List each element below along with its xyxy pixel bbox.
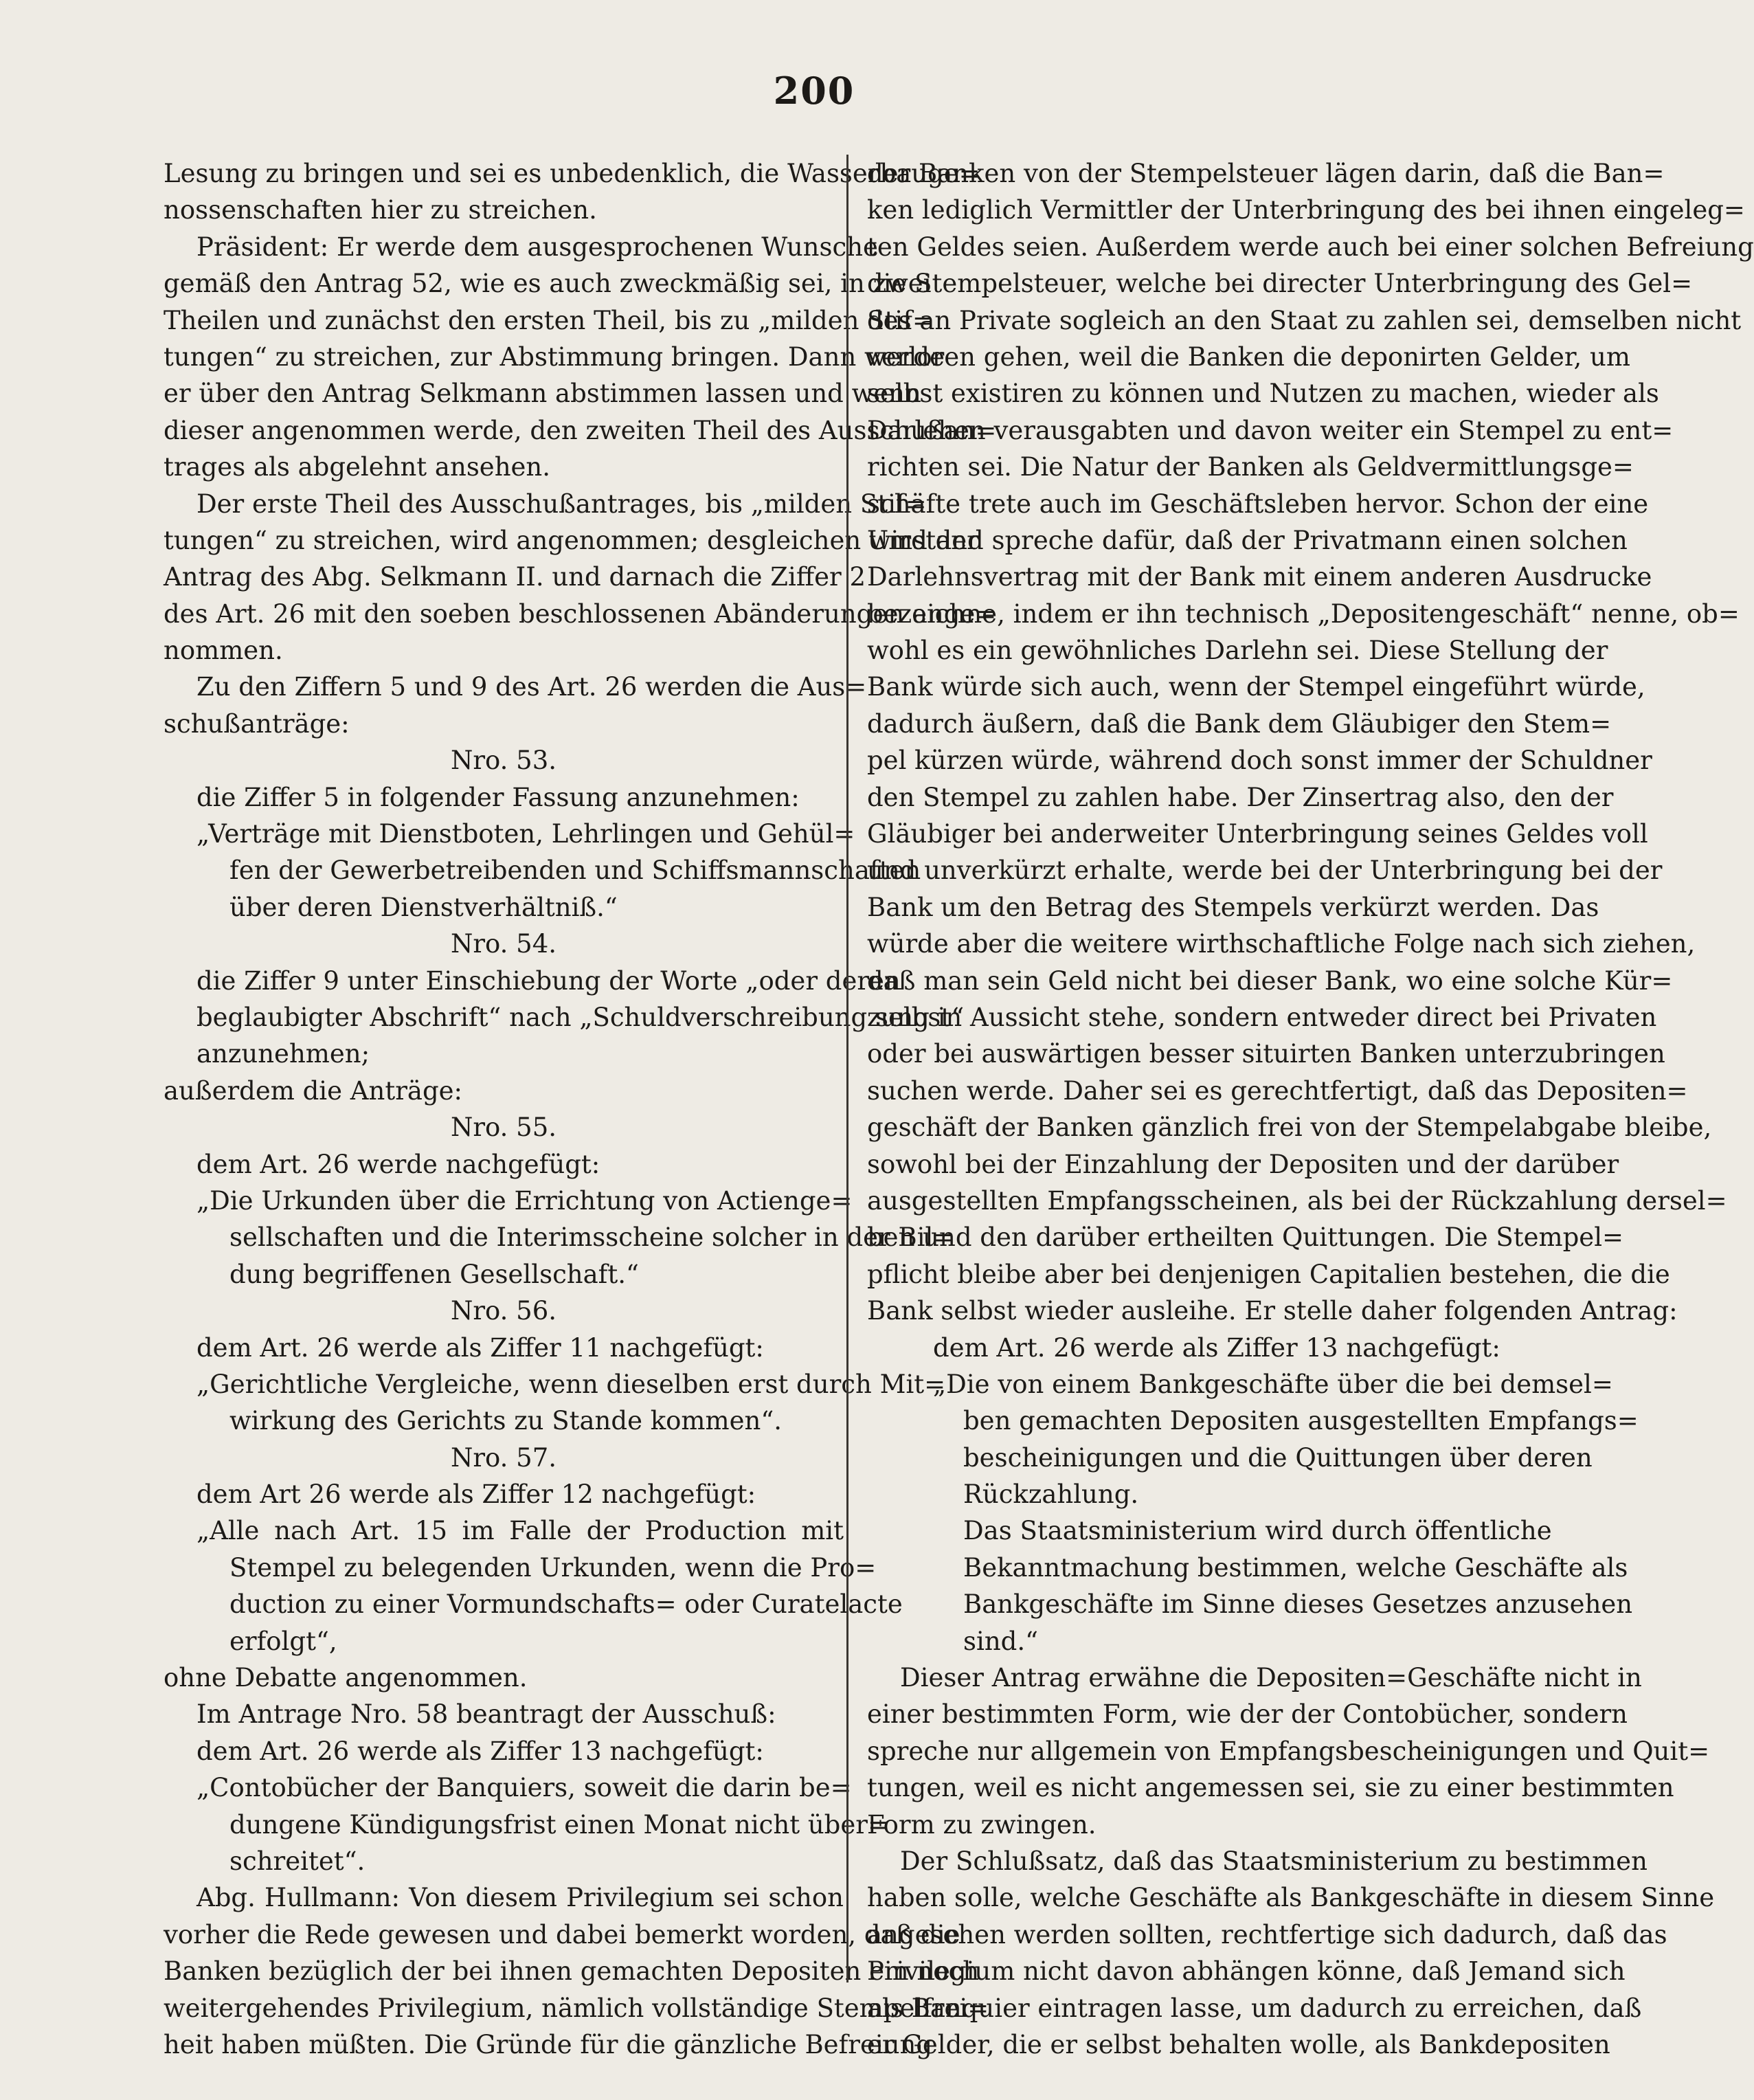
text-line: Der Schlußsatz, daß das Staatsministerium zu bestimmen (900, 1846, 1648, 1876)
text-line: daß man sein Geld nicht bei dieser Bank, wo eine solche Kür= (867, 965, 1673, 996)
text-line: dem Art 26 werde als Ziffer 12 nachgefügt: (196, 1479, 756, 1510)
text-line: dung begriffenen Gesellschaft.“ (229, 1259, 639, 1289)
text-line: ten Geldes seien. Außerdem werde auch bei einer solchen Befreiung (867, 232, 1754, 262)
text-line: über deren Dienstverhältniß.“ (229, 892, 618, 922)
text-line: Gläubiger bei anderweiter Unterbringung seines Geldes voll (867, 819, 1648, 849)
text-line: gemäß den Antrag 52, wie es auch zweckmäßig sei, in zwei (164, 269, 932, 299)
text-line: tungen“ zu streichen, zur Abstimmung bringen. Dann werde (164, 342, 945, 372)
text-line: duction zu einer Vormundschafts= oder Curatelacte (229, 1589, 903, 1620)
text-line: Bankgeschäfte im Sinne dieses Gesetzes anzusehen (963, 1589, 1633, 1620)
text-line: sind.“ (963, 1626, 1039, 1656)
text-line: die Ziffer 9 unter Einschiebung der Worte „oder deren (196, 965, 901, 996)
text-line: Im Antrage Nro. 58 beantragt der Ausschuß: (196, 1699, 776, 1730)
text-line: Bank selbst wieder ausleihe. Er stelle daher folgenden Antrag: (867, 1296, 1678, 1326)
text-line: oder bei auswärtigen besser situirten Banken unterzubringen (867, 1039, 1665, 1069)
text-line: Nro. 56. (450, 1296, 557, 1326)
text-line: nommen. (164, 636, 283, 666)
text-line: tungen“ zu streichen, wird angenommen; desgleichen wird der (164, 525, 979, 555)
page-number: 200 (773, 69, 855, 113)
text-line: weitergehendes Privilegium, nämlich vollständige Stempelfrei= (164, 1993, 989, 2023)
text-line: dem Art. 26 werde als Ziffer 13 nachgefügt: (196, 1736, 764, 1766)
text-line: beglaubigter Abschrift“ nach „Schuldverschreibung selbst“ (196, 1002, 965, 1032)
text-line: schreitet“. (229, 1846, 366, 1876)
text-line: er über den Antrag Selkmann abstimmen lassen und wenn (164, 379, 921, 409)
text-line: er Gelder, die er selbst behalten wolle, als Bankdepositen (867, 2029, 1610, 2059)
text-line: bescheinigungen und die Quittungen über deren (963, 1442, 1593, 1473)
text-line: dungene Kündigungsfrist einen Monat nicht über= (229, 1809, 889, 1840)
text-line: suchen werde. Daher sei es gerechtfertigt, daß das Depositen= (867, 1075, 1688, 1106)
text-line: Abg. Hullmann: Von diesem Privilegium sei schon (196, 1883, 844, 1913)
text-line: „Contobücher der Banquiers, soweit die darin be= (196, 1773, 852, 1803)
text-line: ohne Debatte angenommen. (164, 1663, 528, 1693)
text-line: Bank würde sich auch, wenn der Stempel eingeführt würde, (867, 672, 1645, 702)
text-line: Bekanntmachung bestimmen, welche Geschäfte als (963, 1552, 1628, 1583)
text-line: Umstand spreche dafür, daß der Privatmann einen solchen (867, 525, 1628, 555)
text-line: dieser angenommen werde, den zweiten Theil des Ausschußan= (164, 415, 997, 445)
text-line: Lesung zu bringen und sei es unbedenklich, die Wasserbauge= (164, 159, 980, 188)
text-line: der Banken von der Stempelsteuer lägen darin, daß die Ban= (867, 159, 1665, 188)
text-line: richten sei. Die Natur der Banken als Geldvermittlungsge= (867, 452, 1634, 482)
text-line: geschäft der Banken gänzlich frei von der Stempelabgabe bleibe, (867, 1113, 1712, 1143)
text-line: schäfte trete auch im Geschäftsleben hervor. Schon der eine (867, 489, 1649, 519)
text-line: Nro. 53. (450, 746, 557, 776)
text-line: des an Private sogleich an den Staat zu zahlen sei, demselben nicht (867, 305, 1742, 335)
text-line: die Ziffer 5 in folgender Fassung anzunehmen: (196, 782, 800, 812)
text-line: anzunehmen; (196, 1039, 370, 1069)
text-line: dadurch äußern, daß die Bank dem Gläubiger den Stem= (867, 708, 1612, 739)
text-line: des Art. 26 mit den soeben beschlossenen Abänderungen ange= (164, 599, 997, 629)
text-line: dem Art. 26 werde als Ziffer 11 nachgefügt: (196, 1332, 764, 1363)
text-line: vorher die Rede gewesen und dabei bemerkt worden, daß die (164, 1919, 960, 1950)
text-line: Darlehnsvertrag mit der Bank mit einem anderen Ausdrucke (867, 562, 1652, 592)
text-line: pflicht bleibe aber bei denjenigen Capitalien bestehen, die die (867, 1259, 1670, 1289)
text-line: Theilen und zunächst den ersten Theil, bis zu „milden Stif= (164, 305, 934, 335)
text-line: den Stempel zu zahlen habe. Der Zinsertrag also, den der (867, 782, 1614, 812)
text-line: einer bestimmten Form, wie der der Contobücher, sondern (867, 1699, 1628, 1730)
text-line: „Alle nach Art. 15 im Falle der Production mit (196, 1516, 844, 1546)
text-line: Form zu zwingen. (867, 1809, 1097, 1840)
text-line: Das Staatsministerium wird durch öffentliche (963, 1516, 1552, 1546)
text-line: Der erste Theil des Ausschußantrages, bis „milden Stif= (196, 489, 927, 519)
text-line: würde aber die weitere wirthschaftliche Folge nach sich ziehen, (867, 929, 1696, 959)
text-line: erfolgt“, (229, 1626, 337, 1656)
column-divider (846, 155, 848, 1982)
text-line: ben gemachten Depositen ausgestellten Empfangs= (963, 1406, 1639, 1436)
text-line: wirkung des Gerichts zu Stande kommen“. (229, 1406, 782, 1436)
text-line: Banken bezüglich der bei ihnen gemachten Depositen ein noch (164, 1956, 980, 1987)
text-line: die Stempelsteuer, welche bei directer Unterbringung des Gel= (867, 269, 1693, 299)
text-line: ken lediglich Vermittler der Unterbringung des bei ihnen eingeleg= (867, 195, 1745, 225)
text-line: ausgestellten Empfangsscheinen, als bei der Rückzahlung dersel= (867, 1185, 1727, 1216)
text-line: Dieser Antrag erwähne die Depositen=Geschäfte nicht in (900, 1663, 1642, 1693)
text-line: Privilegium nicht davon abhängen könne, daß Jemand sich (867, 1956, 1626, 1987)
text-line: sellschaften und die Interimsscheine solcher in der Bil= (229, 1222, 955, 1253)
text-line: fen der Gewerbetreibenden und Schiffsmannschaften (229, 856, 921, 886)
text-line: dem Art. 26 werde als Ziffer 13 nachgefügt: (933, 1332, 1500, 1363)
text-line: angesehen werden sollten, rechtfertige sich dadurch, daß das (867, 1919, 1667, 1950)
text-line: außerdem die Anträge: (164, 1075, 463, 1106)
right-column (867, 155, 1754, 2063)
text-line: Präsident: Er werde dem ausgesprochenen Wunsche (196, 232, 878, 262)
text-line: verloren gehen, weil die Banken die deponirten Gelder, um (867, 342, 1630, 372)
text-line: trages als abgelehnt ansehen. (164, 452, 551, 482)
text-line: Nro. 55. (450, 1113, 557, 1143)
text-line: dem Art. 26 werde nachgefügt: (196, 1149, 600, 1179)
text-line: Nro. 54. (450, 929, 557, 959)
text-line: als Banquier eintragen lasse, um dadurch zu erreichen, daß (867, 1993, 1642, 2023)
text-line: schußanträge: (164, 708, 350, 739)
text-line: nossenschaften hier zu streichen. (164, 195, 597, 225)
text-line: haben solle, welche Geschäfte als Bankgeschäfte in diesem Sinne (867, 1883, 1715, 1913)
text-line: ben und den darüber ertheilten Quittungen. Die Stempel= (867, 1222, 1624, 1253)
text-line: spreche nur allgemein von Empfangsbescheinigungen und Quit= (867, 1736, 1710, 1766)
text-line: bezeichne, indem er ihn technisch „Depositengeschäft“ nenne, ob= (867, 599, 1740, 629)
text-line: Bank um den Betrag des Stempels verkürzt werden. Das (867, 892, 1599, 922)
text-line: Darlehen verausgabten und davon weiter ein Stempel zu ent= (867, 415, 1674, 445)
text-line: wohl es ein gewöhnliches Darlehn sei. Diese Stellung der (867, 636, 1608, 666)
text-line: und unverkürzt erhalte, werde bei der Unterbringung bei der (867, 856, 1663, 886)
text-line: heit haben müßten. Die Gründe für die gänzliche Befreiung (164, 2029, 933, 2059)
text-line: Stempel zu belegenden Urkunden, wenn die Pro= (229, 1552, 877, 1583)
text-line: Antrag des Abg. Selkmann II. und darnach die Ziffer 2 (164, 562, 866, 592)
text-line: „Die von einem Bankgeschäfte über die bei demsel= (933, 1369, 1613, 1399)
text-line: sowohl bei der Einzahlung der Depositen und der darüber (867, 1149, 1619, 1179)
text-line: „Die Urkunden über die Errichtung von Actienge= (196, 1185, 853, 1216)
text-line: selbst existiren zu können und Nutzen zu machen, wieder als (867, 379, 1659, 409)
text-line: „Verträge mit Dienstboten, Lehrlingen und Gehül= (196, 819, 855, 849)
text-line: „Gerichtliche Vergleiche, wenn dieselben erst durch Mit= (196, 1369, 946, 1399)
text-line: zung in Aussicht stehe, sondern entweder direct bei Privaten (867, 1002, 1657, 1032)
text-line: Rückzahlung. (963, 1479, 1139, 1510)
text-line: tungen, weil es nicht angemessen sei, sie zu einer bestimmten (867, 1773, 1674, 1803)
text-line: Nro. 57. (450, 1442, 557, 1473)
text-line: Zu den Ziffern 5 und 9 des Art. 26 werden die Aus= (196, 672, 867, 702)
text-line: pel kürzen würde, während doch sonst immer der Schuldner (867, 746, 1652, 776)
